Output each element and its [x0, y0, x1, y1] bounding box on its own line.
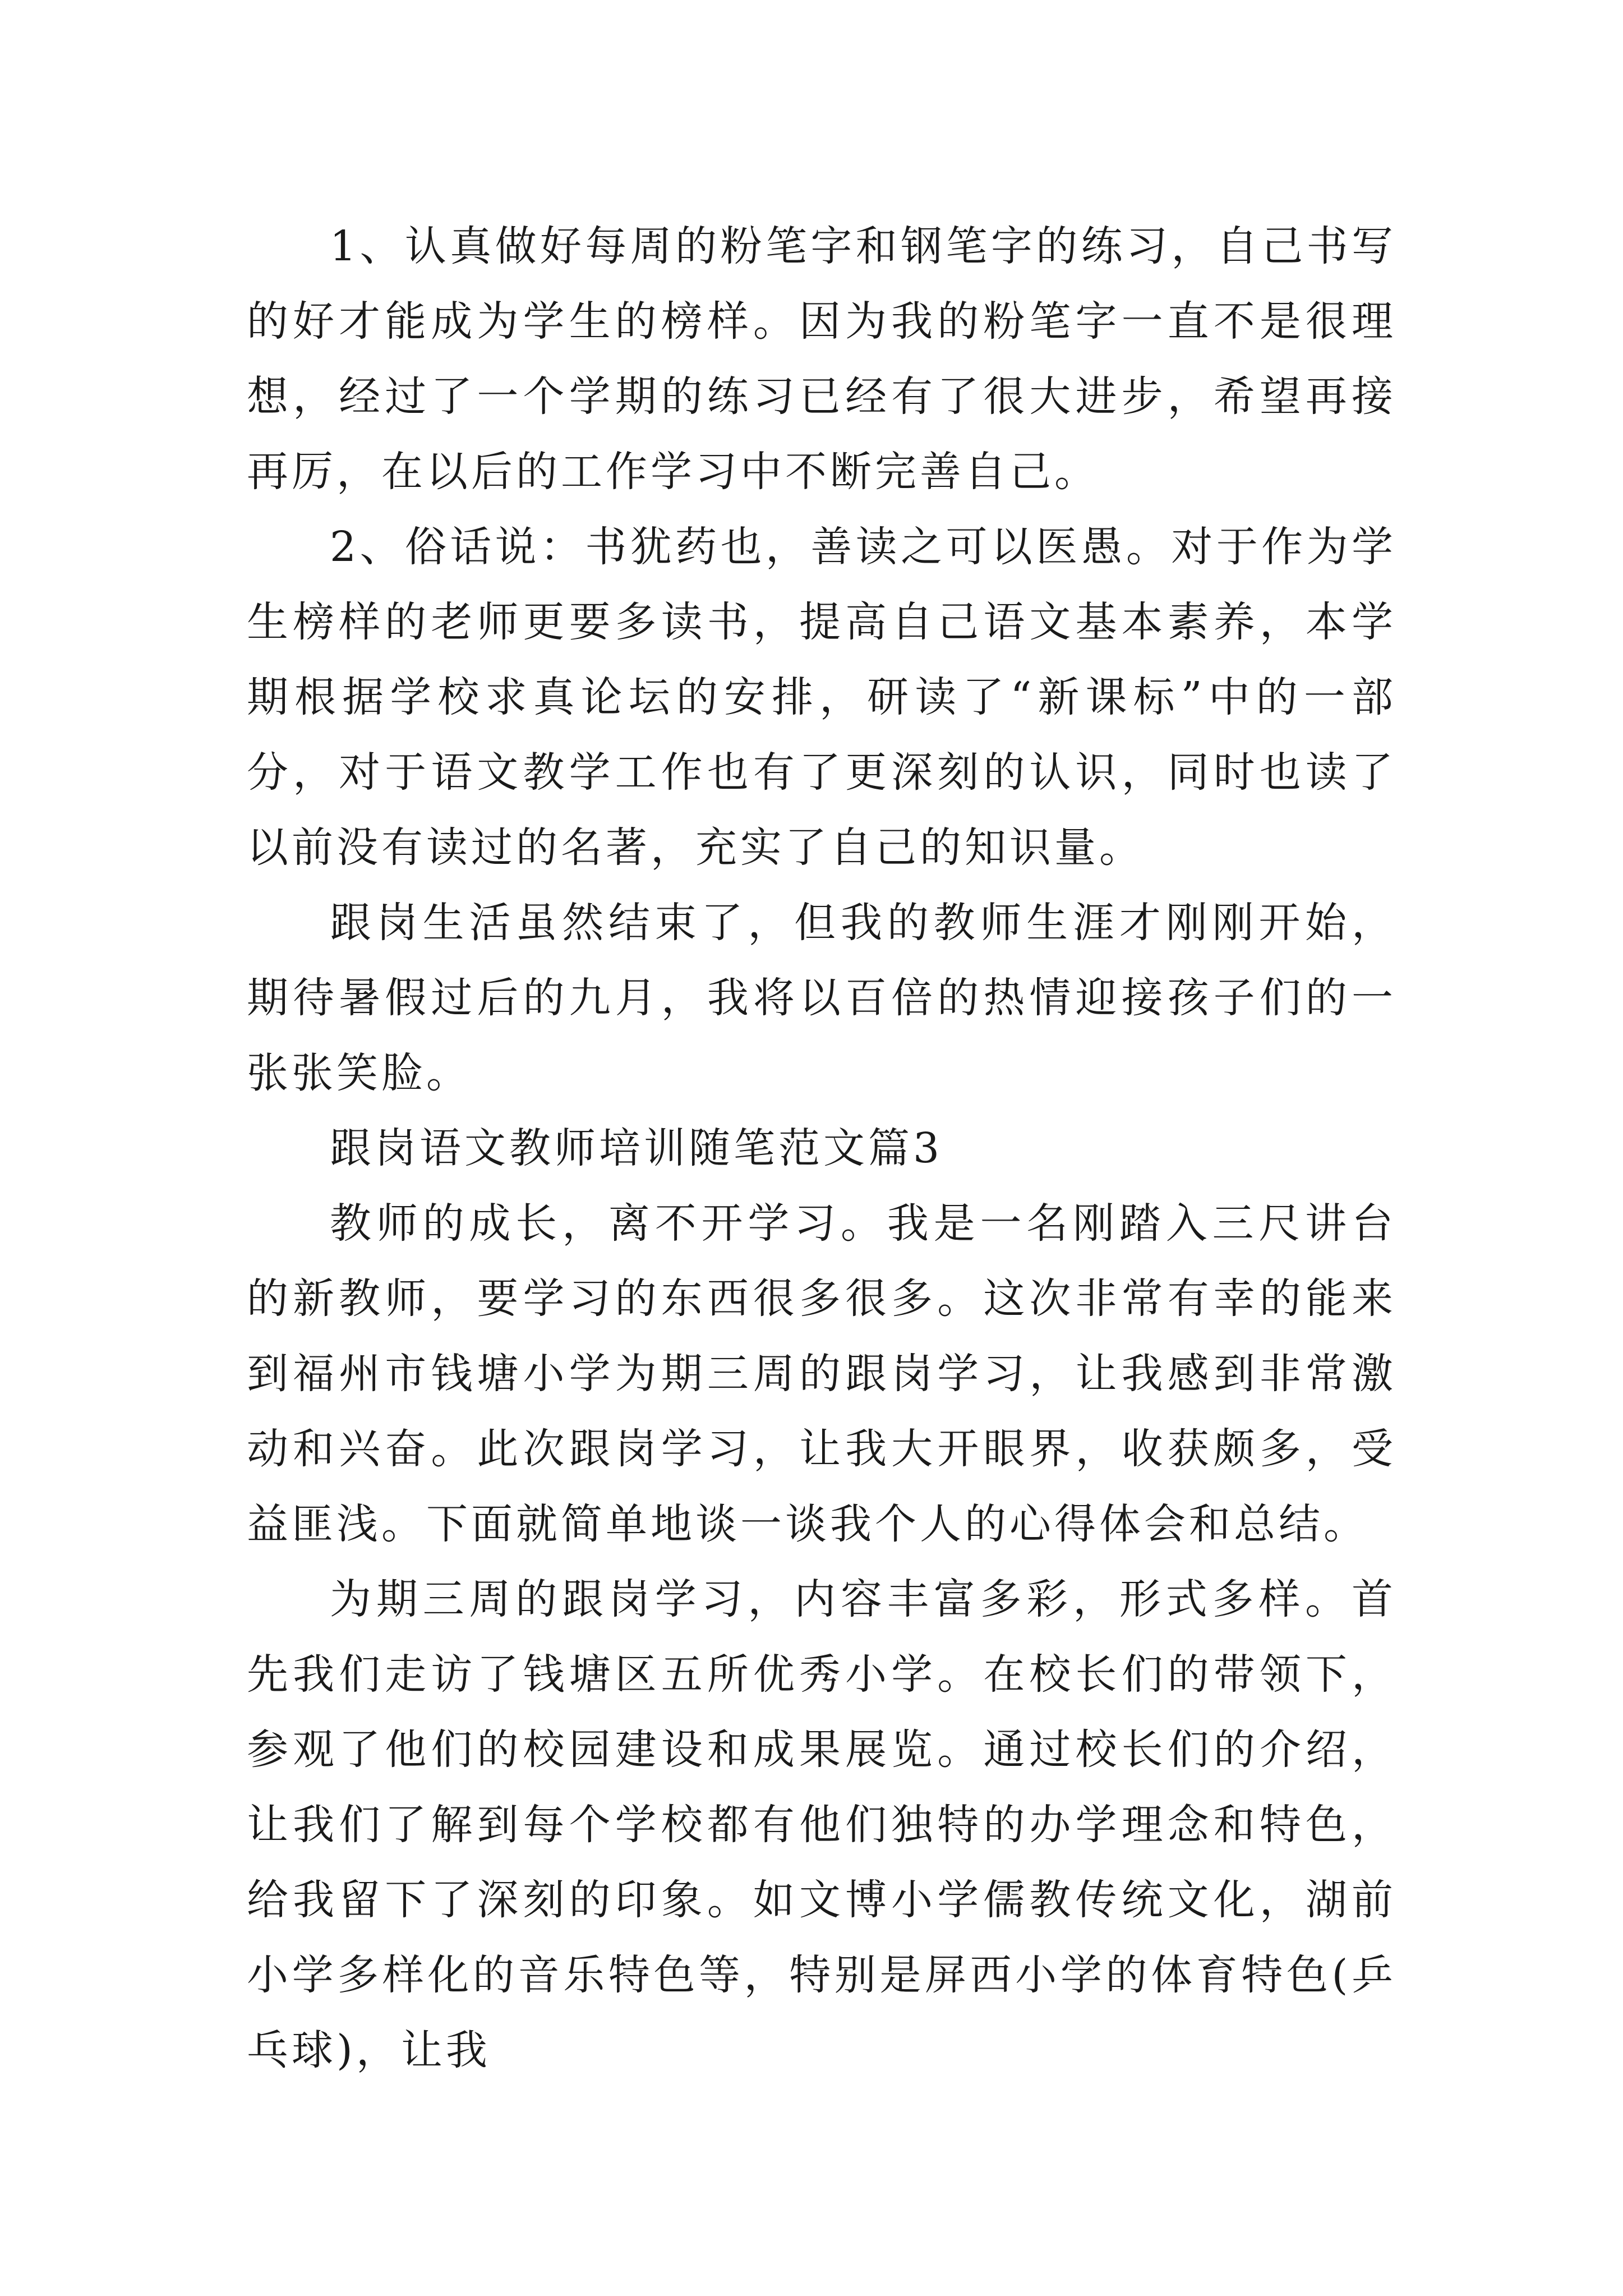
- paragraph-4: 教师的成长，离不开学习。我是一名刚踏入三尺讲台的新教师，要学习的东西很多很多。这次非常有幸的能来到福州市钱塘小学为期三周的跟岗学习，让我感到非常激动和兴奋。此次跟岗学习，让我大开眼界，收获颇多，受益匪浅。下面就简单地谈一谈我个人的心得体会和总结。: [247, 1199, 1396, 1548]
- paragraph-2: 2、俗话说：书犹药也，善读之可以医愚。对于作为学生榜样的老师更要多读书，提高自己语文基本素养，本学期根据学校求真论坛的安排，研读了“新课标”中的一部分，对于语文教学工作也有了更深刻的认识，同时也读了以前没有读过的名著，充实了自己的知识量。: [247, 523, 1396, 872]
- document-body: [247, 209, 1396, 2088]
- paragraph-5: 为期三周的跟岗学习，内容丰富多彩，形式多样。首先我们走访了钱塘区五所优秀小学。在校长们的带领下，参观了他们的校园建设和成果展览。通过校长们的介绍，让我们了解到每个学校都有他们独特的办学理念和特色，给我留下了深刻的印象。如文博小学儒教传统文化，湖前小学多样化的音乐特色等，特别是屏西小学的体育特色(乒乓球)，让我: [247, 1575, 1396, 2074]
- paragraph-3: 跟岗生活虽然结束了，但我的教师生涯才刚刚开始，期待暑假过后的九月，我将以百倍的热情迎接孩子们的一张张笑脸。: [247, 899, 1396, 1097]
- paragraph-1: 1、认真做好每周的粉笔字和钢笔字的练习，自己书写的好才能成为学生的榜样。因为我的粉笔字一直不是很理想，经过了一个学期的练习已经有了很大进步，希望再接再厉，在以后的工作学习中不断完善自己。: [247, 222, 1396, 496]
- section-heading: 跟岗语文教师培训随笔范文篇3: [330, 1124, 943, 1172]
